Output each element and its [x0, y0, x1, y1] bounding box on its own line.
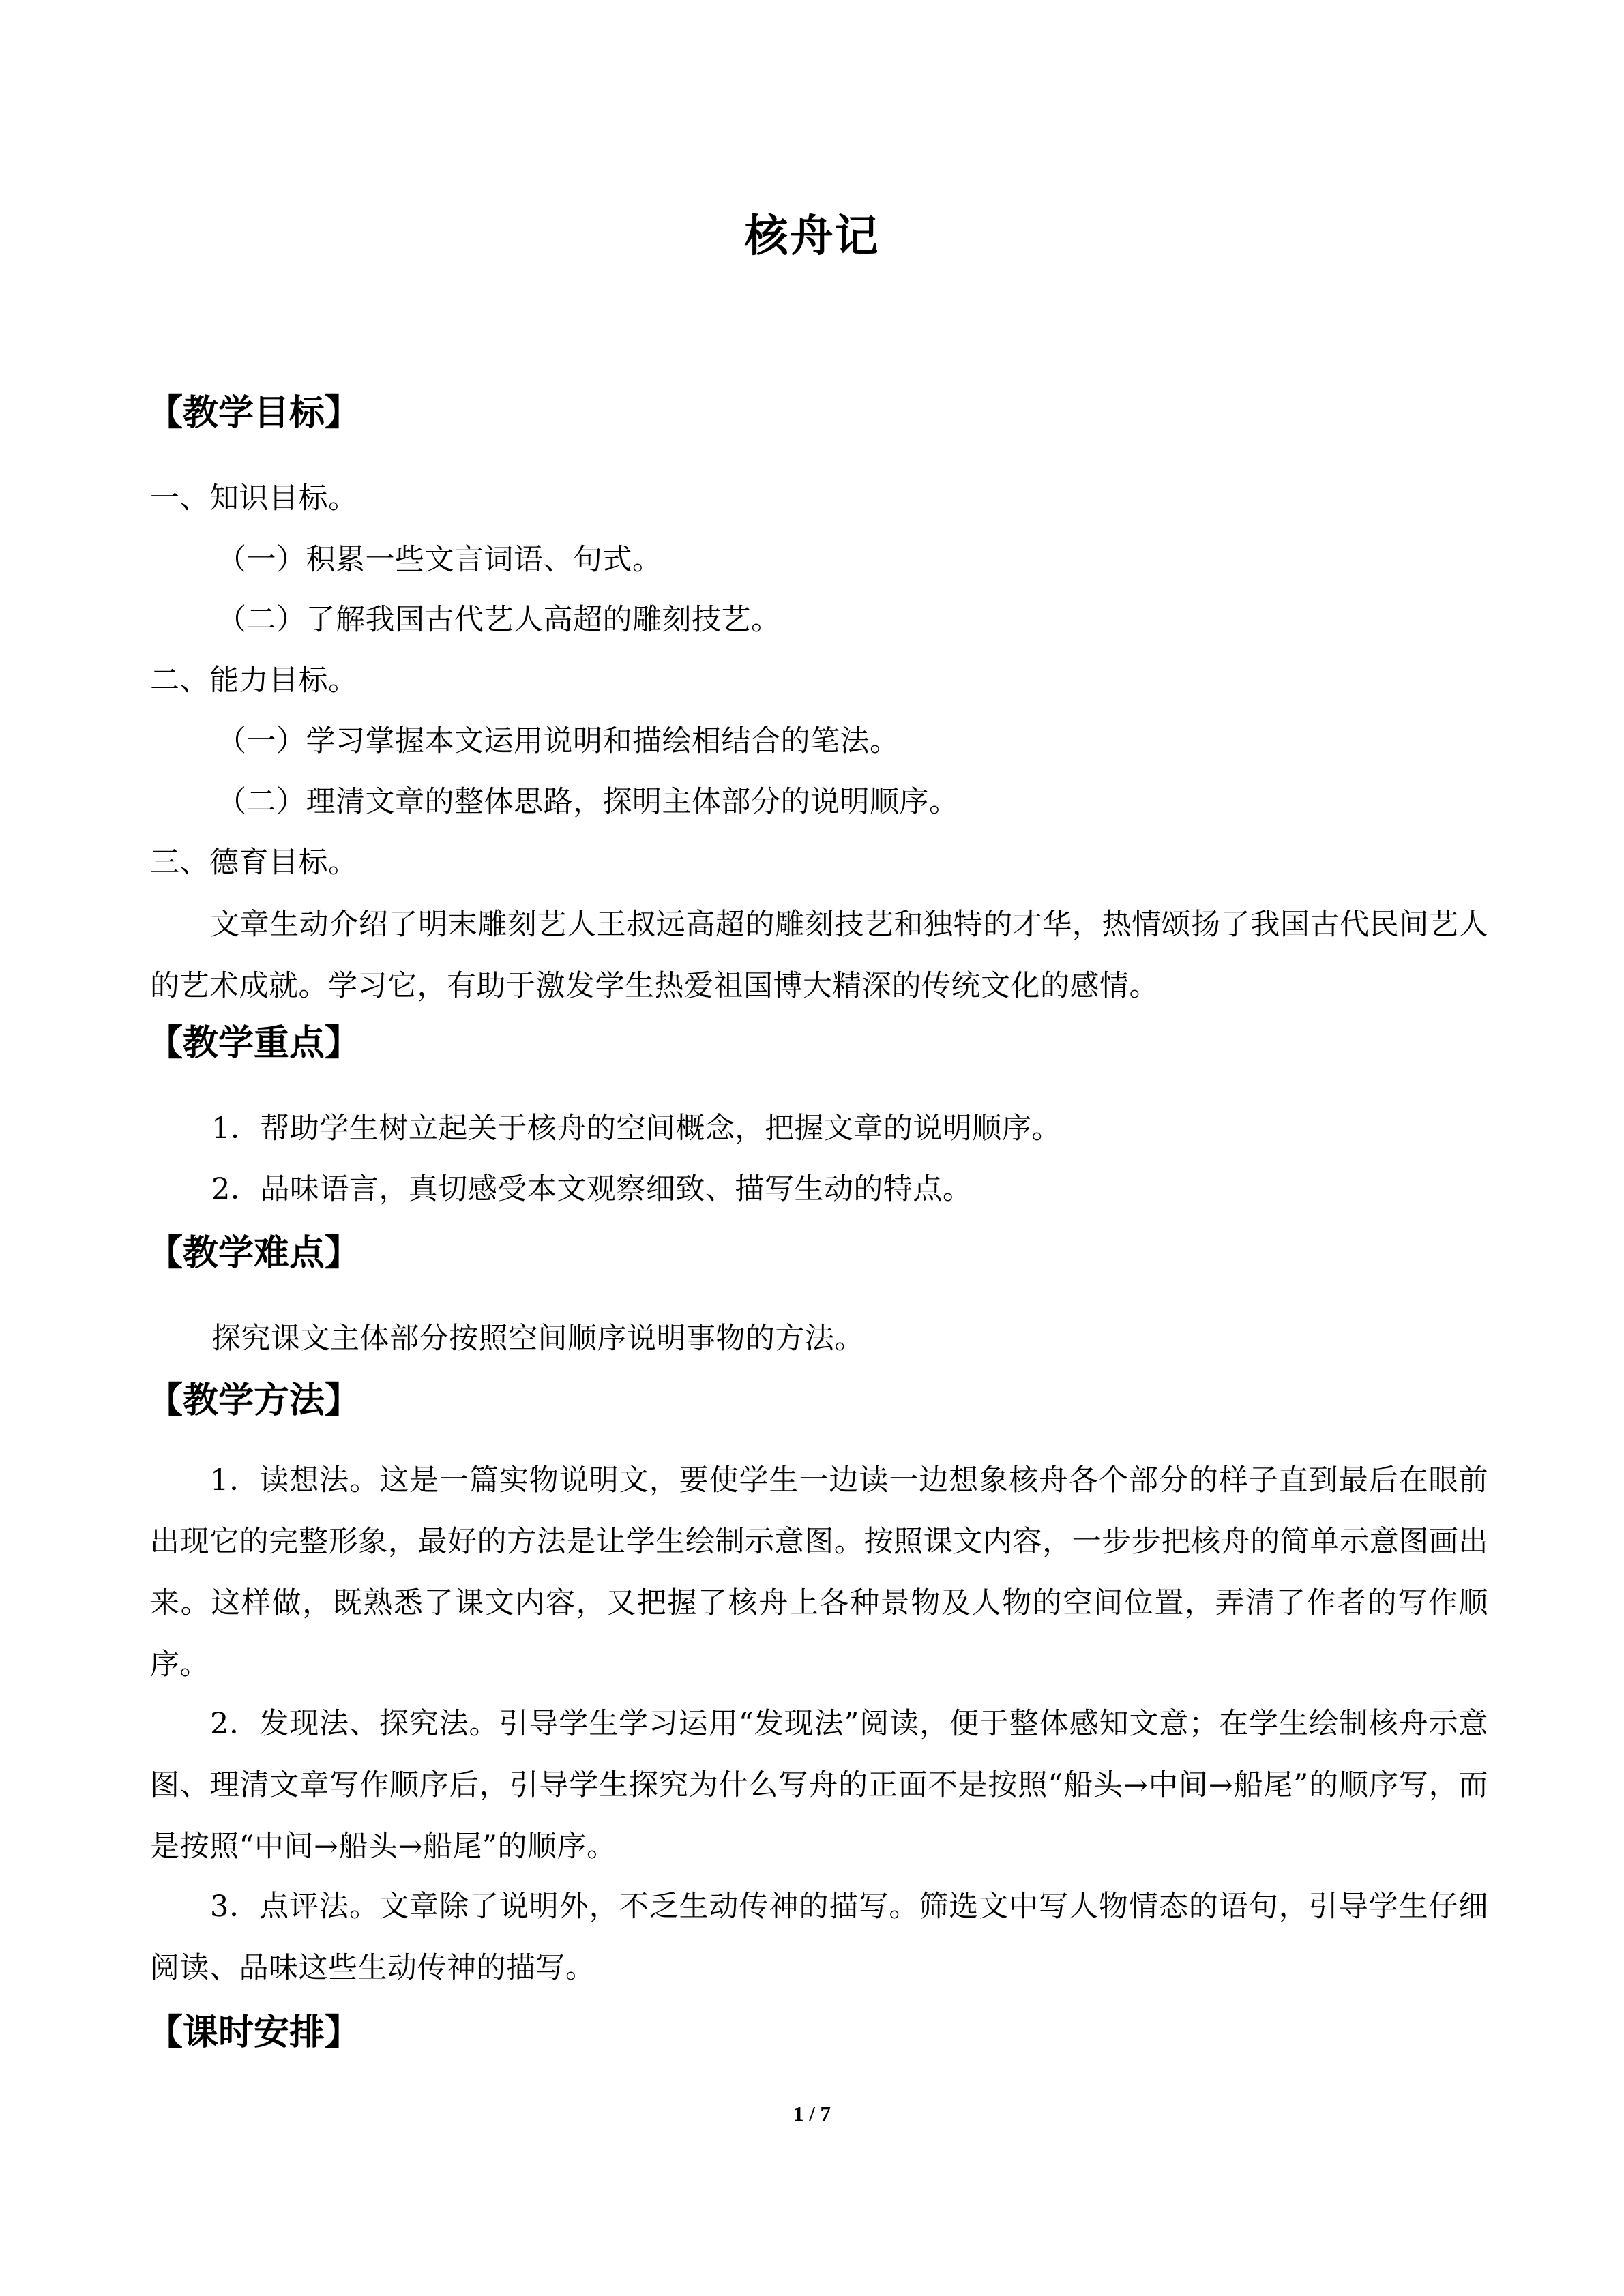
- key-point-1: 1．帮助学生树立起关于核舟的空间概念，把握文章的说明顺序。: [211, 1112, 1061, 1146]
- page-title: 核舟记: [744, 211, 880, 262]
- key-point-2: 2．品味语言，真切感受本文观察细致、描写生动的特点。: [211, 1172, 973, 1206]
- objective-moral-heading: 三、德育目标。: [150, 846, 358, 880]
- section-heading-methods: 【教学方法】: [147, 1380, 361, 1421]
- objective-knowledge-item-1: （一）积累一些文言词语、句式。: [217, 543, 662, 577]
- objective-knowledge-heading: 一、知识目标。: [150, 481, 358, 516]
- objective-moral-paragraph: 文章生动介绍了明末雕刻艺人王叔远高超的雕刻技艺和独特的才华，热情颂扬了我国古代民间艺人的艺术成就。学习它，有助于激发学生热爱祖国博大精深的传统文化的感情。: [150, 908, 1488, 1003]
- objective-ability-heading: 二、能力目标。: [150, 664, 358, 698]
- section-heading-objectives: 【教学目标】: [147, 393, 361, 434]
- difficulty-item: 探究课文主体部分按照空间顺序说明事物的方法。: [211, 1322, 864, 1356]
- objective-knowledge-item-2: （二）了解我国古代艺人高超的雕刻技艺。: [217, 603, 781, 637]
- section-heading-schedule: 【课时安排】: [147, 2012, 361, 2053]
- method-paragraph-1: 1．读想法。这是一篇实物说明文，要使学生一边读一边想象核舟各个部分的样子直到最后在眼前出现它的完整形象，最好的方法是让学生绘制示意图。按照课文内容，一步步把核舟的简单示意图画出来。这样做，既熟悉了课文内容，又把握了核舟上各种景物及人物的空间位置，弄清了作者的写作顺序。: [150, 1463, 1488, 1682]
- objective-ability-item-1: （一）学习掌握本文运用说明和描绘相结合的笔法。: [217, 724, 900, 758]
- page-number: 1 / 7: [793, 2102, 831, 2126]
- method-paragraph-2: 2．发现法、探究法。引导学生学习运用“发现法”阅读，便于整体感知文意；在学生绘制核舟示意图、理清文章写作顺序后，引导学生探究为什么写舟的正面不是按照“船头→中间→船尾”的顺序写，而是按照“中间→船头→船尾”的顺序。: [150, 1707, 1488, 1864]
- objective-ability-item-2: （二）理清文章的整体思路，探明主体部分的说明顺序。: [217, 785, 959, 819]
- section-heading-key-points: 【教学重点】: [147, 1023, 361, 1064]
- section-heading-difficulties: 【教学难点】: [147, 1233, 361, 1274]
- method-paragraph-3: 3．点评法。文章除了说明外，不乏生动传神的描写。筛选文中写人物情态的语句，引导学生仔细阅读、品味这些生动传神的描写。: [150, 1890, 1488, 1985]
